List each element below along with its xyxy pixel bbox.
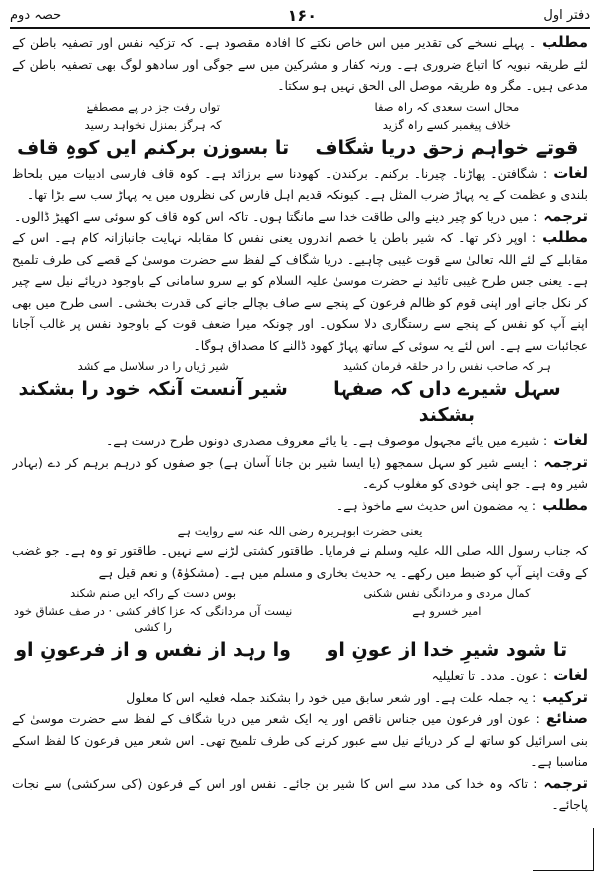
paragraph-text: : ایسے شیر کو سہل سمجھو (یا ایسا شیر بن جانا آسان ہے) جو صفوں کو درہم برہم کر دے (بہادر شیر وہ ہے۔ جو اپنی خودی کو مغلوب کرے۔ [12, 454, 588, 491]
verse-hemistich: شیر آنست آنکہ خود را بشکند [18, 378, 288, 400]
paragraph [12, 687, 588, 709]
corner-ornament [533, 828, 594, 871]
verse-hemistich: کمال مردی و مردانگی نفس شکنی [363, 586, 531, 600]
paragraph-text: : تاکہ وہ خدا کی مدد سے اس کا شیر بن جائے۔ نفس اور اس کے فرعون (کی سرکشی) سے نجات پاجائے۔ [12, 775, 588, 812]
verse-couplet [12, 376, 588, 428]
paragraph [12, 163, 588, 206]
paragraph [12, 452, 588, 495]
verse-hemistich: قوتے خواہم زحق دریا شگاف [315, 136, 579, 159]
verse-couplet [12, 358, 588, 374]
verse-hemistich: محال است سعدی کہ راہ صفا [374, 99, 520, 114]
paragraph-text: : میں دریا کو چیر دینے والی طاقت خدا سے مانگتا ہوں۔ تاکہ اس کوہ قاف کو سوئی سے اکھیڑ ڈالوں۔ [13, 208, 538, 224]
verse-hemistich: ہر کہ صاحب نفس را در حلقہ فرمان کشید [342, 359, 551, 373]
page-header [10, 4, 590, 26]
verse-couplet [12, 585, 588, 601]
paragraph [12, 495, 588, 517]
verse-hemistich: نیست آں مردانگی کہ عزا کافر کشی · در صف عشاق خود را کشی [13, 604, 293, 634]
section-label: ترجمہ [543, 452, 588, 471]
section-label: لغات [553, 666, 588, 684]
verse-hemistich: تواں رفت جز در پے مصطفےٰ [86, 99, 220, 114]
verse-hemistich: بوس دست کے راکہ ایں صنم شکند [70, 586, 237, 600]
paragraph [12, 430, 588, 452]
paragraph [12, 773, 588, 816]
verse-couplet [12, 603, 588, 635]
section-label: ترجمہ [543, 773, 588, 792]
paragraph-text: : یہ مضمون اس حدیث سے ماخوذ ہے۔ [335, 497, 537, 513]
section-label: مطلب [542, 228, 588, 246]
section-label: ترکیب [542, 687, 588, 706]
section-label: لغات [553, 163, 588, 182]
verse-hemistich: شیر ژیاں را در سلاسل مے کشد [77, 359, 229, 373]
paragraph [12, 665, 588, 687]
verse-couplet [12, 637, 588, 663]
paragraph-text: : یہ جملہ علت ہے۔ اور شعر سابق میں خود را بشکند جملہ فعلیہ اس کا معلول [126, 689, 537, 705]
verse-couplet [12, 99, 588, 115]
hadith-note: یعنی حضرت ابوہریرہ رضی اللہ عنہ سے روایت ہے [177, 524, 423, 538]
verse-hemistich: کہ ہرگز بمنزل نخواہد رسید [84, 117, 222, 132]
section-label: ترجمہ [543, 206, 588, 225]
paragraph [12, 227, 588, 356]
verse-hemistich: خلاف پیغمبر کسے راہ گزید [382, 117, 511, 132]
page-number: ۱۶۰ [287, 5, 317, 25]
section-label: مطلب [542, 495, 588, 514]
paragraph-text: : عون۔ مدد۔ تا تعلیلیہ [431, 668, 548, 683]
verse-hemistich: تا شود شیرِ خدا از عونِ او [326, 639, 568, 661]
paragraph-text: کہ جناب رسول اللہ صلی اللہ علیہ وسلم نے فرمایا۔ طاقتور کشتی لڑنے سے نہیں۔ طاقتور تو وہ ہے۔ جو غضب کے وقت اپنے آپ کو ضبط میں رکھے۔ یہ حدیث بخاری و مسلم میں ہے۔ (مشکوٰۃ) و نعم قیل ہے [12, 543, 588, 580]
header-rule [10, 27, 590, 29]
paragraph [12, 32, 588, 97]
paragraph [12, 540, 588, 583]
paragraph [12, 206, 588, 228]
verse-hemistich: امیر خسرو ہے [412, 604, 482, 618]
section-label: لغات [553, 431, 588, 449]
verse-hemistich: وا رہد از نفس و از فرعونِ او [15, 639, 291, 661]
paragraph-text: : شگافتن۔ پھاڑنا۔ چیرنا۔ برکنم۔ برکندن۔ کھودنا سے برزائد ہے۔ کوہ قاف فارسی ادبیات میں بلحاظ بلندی و عظمت کے یہ پہاڑ ضرب المثل ہے۔ کیونکہ قدیم اہل فارس کی نظروں میں یہ پہاڑ سب سے بڑا تھا۔ [12, 165, 588, 202]
verse-hemistich: تا بسوزن برکنم ایں کوہِ قاف [17, 136, 290, 159]
verse-couplet [12, 117, 588, 133]
section-title: حصہ دوم [10, 7, 62, 23]
page-body [12, 32, 588, 879]
paragraph [12, 708, 588, 773]
paragraph-text: ۔ پہلے نسخے کی تقدیر میں اس خاص نکتے کا افادہ مقصود ہے۔ کہ تزکیہ نفس اور تصفیہ باطن کے لئے طریقہ نبویہ کا اتباع ضروری ہے۔ ورنہ کفار و مشرکین میں سے جوگی اور سادھو لوگ بھی تصفیہ باطن کے مدعی ہیں۔ مگر وہ طریقہ موصل الی الحق نہیں ہو سکتا۔ [12, 35, 588, 93]
verse-hemistich: سہل شیرے داں کہ صفہا بشکند [333, 378, 561, 426]
section-label: صنائع [545, 709, 588, 727]
paragraph-text: : عون اور فرعون میں جناس ناقص اور یہ ایک شعر میں دریا شگاف کے لفظ سے حضرت موسیٰ کے بنی اسرائیل کو ساتھ لے کر دریائے نیل سے عبور کرنے کی طرف تلمیح تھی۔ اس شعر میں فرعون کا لفظ اسکے مناسبا ہے۔ [12, 711, 588, 769]
book-title: دفتر اول [543, 7, 590, 23]
verse-couplet [12, 135, 588, 161]
paragraph-text: : اوپر ذکر تھا۔ کہ شیر باطن یا خصم اندروں یعنی نفس کا مقابلہ نہایت جانبازانہ کام ہے۔ اس کے مقابلے کے لئے اللہ تعالیٰ سے قوت غیبی چاہیے۔ دریا شگاف کے لفظ سے حضرت موسیٰ کے قصے کی طرف تلمیح ہے۔ یعنی جس طرح غیبی تائید نے حضرت موسیٰ علیہ السلام کو بے سرو سامانی کے باوجود دریائے نیل سے چیر کر نکل جانے اور اپنی قوم کو ظالم فرعون کے پنجے سے صاف بچالے جانے کی قدرت بخشی۔ اسی طرح میں بھی اپنے آپ کو نفس کے پنجے سے رستگاری دلا سکوں۔ اور چونکہ میرا ضعف قوت کے باوجود نفس پر غالب آجانا عجائبات سے ہے۔ اس لئے یہ سوئی کے ساتھ پہاڑ کھود ڈالنے کا مصداق ہوگا۔ [12, 230, 588, 353]
paragraph-text: : شیرے میں یائے مجہول موصوف ہے۔ یا یائے معروف مصدری دونوں طرح درست ہے۔ [106, 433, 548, 448]
section-label: مطلب [542, 33, 588, 51]
